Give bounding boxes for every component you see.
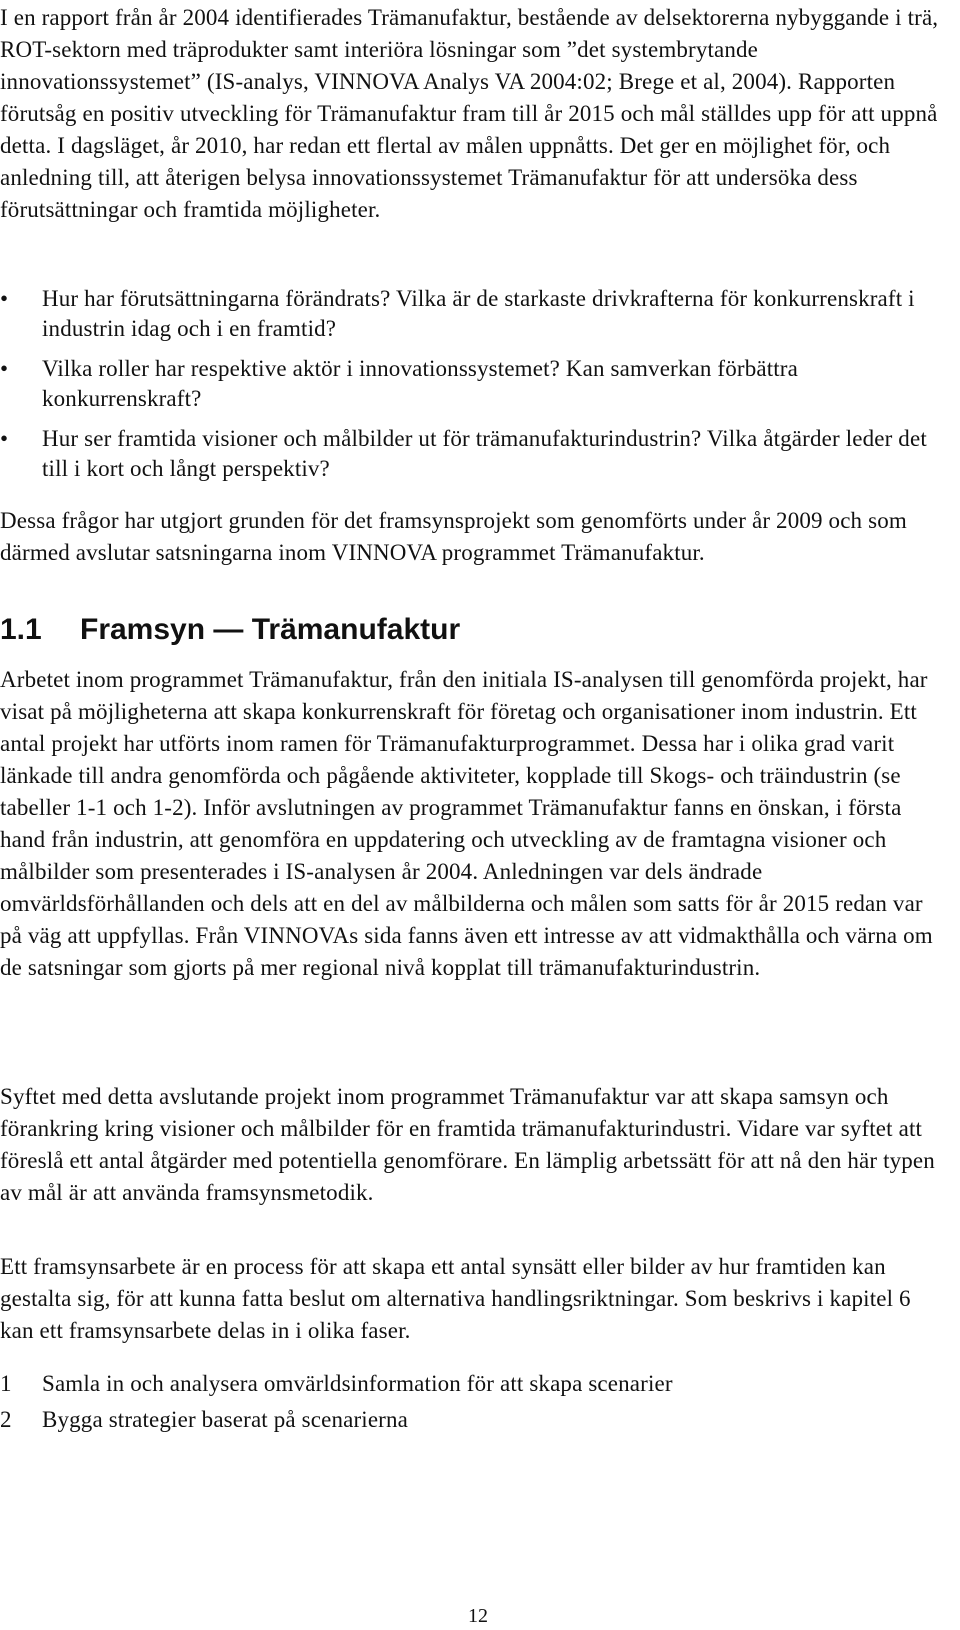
list-item xyxy=(0,1404,900,1436)
list-item xyxy=(0,1368,900,1400)
phase-number: 1 xyxy=(0,1371,12,1396)
list-item xyxy=(0,424,958,484)
page-number: 12 xyxy=(468,1605,488,1627)
bullet-text: Hur har förutsättningarna förändrats? Vilka är de starkaste drivkrafterna för konkurrenskraft i industrin idag och i en framtid? xyxy=(42,286,915,341)
intro-paragraph: I en rapport från år 2004 identifierades Trämanufaktur, bestående av delsektorerna nybyggande i trä, ROT-sektorn med träprodukter samt interiöra lösningar som ”det systembrytande innovationssystemet” (IS-analys, VINNOVA Analys VA 2004:02; Brege et al, 2004). Rapporten förutsåg en positiv utveckling för Trämanufaktur fram till år 2015 och mål ställdes upp för att uppnå detta. I dagsläget, år 2010, har redan ett flertal av målen uppnåtts. Det ger en möjlighet för, och anledning till, att återigen belysa innovationssystemet Trämanufaktur för att undersöka dess förutsättningar och framtida möjligheter. xyxy=(0,5,939,222)
bullet-text: Hur ser framtida visioner och målbilder ut för trämanufakturindustrin? Vilka åtgärder leder det till i kort och långt perspektiv? xyxy=(42,426,927,481)
phase-text: Samla in och analysera omvärldsinformation för att skapa scenarier xyxy=(42,1371,673,1396)
list-item xyxy=(0,284,958,344)
section-body-paragraph: Arbetet inom programmet Trämanufaktur, från den initiala IS-analysen till genomförda projekt, har visat på möjligheterna att skapa konkurrenskraft för företag och organisationer inom industrin. Ett antal projekt har utförts inom ramen för Trämanufakturprogrammet. Dessa har i olika grad varit länkade till andra genomförda och pågående aktiviteter, kopplade till Skogs- och träindustrin (se tabeller 1-1 och 1-2). Inför avslutningen av programmet Trämanufaktur fanns en önskan, i första hand från industrin, att genomföra en uppdatering och utveckling av de framtagna visioner och målbilder som presenterades i IS-analysen år 2004. Anledningen var dels ändrade omvärldsförhållanden och dels att en del av målbilderna och målen som satts för år 2015 redan var på väg att uppfyllas. Från VINNOVAs sida fanns även ett intresse av att vidmakthålla och värna om de satsningar som gjorts på mer regional nivå kopplat till trämanufakturindustrin. xyxy=(0,667,933,980)
phase-list xyxy=(0,1368,900,1440)
bullet-marker: • xyxy=(0,286,9,311)
bullet-marker: • xyxy=(0,426,9,451)
section-heading xyxy=(0,611,460,649)
phase-text: Bygga strategier baserat på scenarierna xyxy=(42,1407,408,1432)
question-list xyxy=(0,284,958,494)
phase-number: 2 xyxy=(0,1407,12,1432)
foresight-paragraph: Ett framsynsarbete är en process för att skapa ett antal synsätt eller bilder av hur framtiden kan gestalta sig, för att kunna fatta beslut om alternativa handlingsriktningar. Som beskrivs i kapitel 6 kan ett framsynsarbete delas in i olika faser. xyxy=(0,1254,911,1343)
section-number: 1.1 xyxy=(0,613,42,646)
purpose-paragraph: Syftet med detta avslutande projekt inom programmet Trämanufaktur var att skapa samsyn och förankring kring visioner och målbilder för en framtida trämanufakturindustri. Vidare var syftet att föreslå ett antal åtgärder med potentiella genomförare. En lämplig arbetssätt för att nå den här typen av mål är att använda framsynsmetodik. xyxy=(0,1084,935,1205)
section-title: Framsyn — Trämanufaktur xyxy=(80,613,461,646)
list-item xyxy=(0,354,958,414)
summary-paragraph: Dessa frågor har utgjort grunden för det framsynsprojekt som genomförts under år 2009 och som därmed avslutar satsningarna inom VINNOVA programmet Trämanufaktur. xyxy=(0,508,907,565)
bullet-marker: • xyxy=(0,356,9,381)
bullet-text: Vilka roller har respektive aktör i innovationssystemet? Kan samverkan förbättra konkurrenskraft? xyxy=(42,356,798,411)
